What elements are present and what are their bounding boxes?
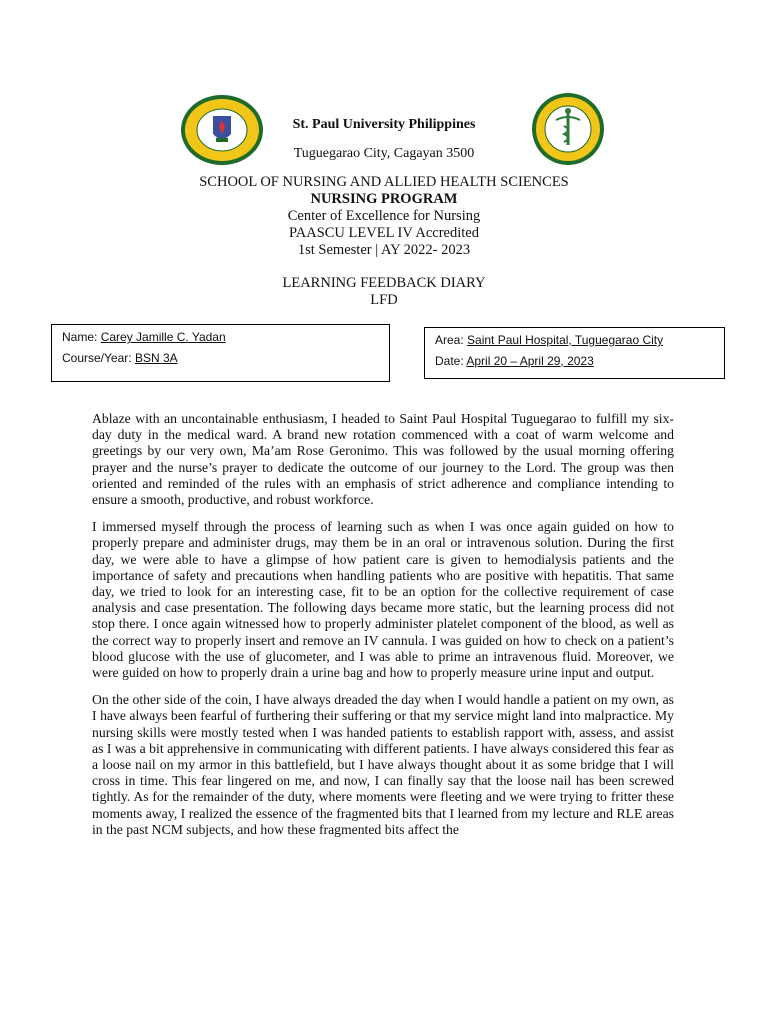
name-row bbox=[62, 327, 379, 348]
date-row bbox=[435, 351, 714, 372]
paragraph: On the other side of the coin, I have always dreaded the day when I would handle a patient on my own, as I have always been fearful of furthering their suffering or that my service might land into malpractice. My nursing skills were mostly tested when I was handed patients to establish rapport with, assess, and assist as I was a bit apprehensive in communicating with different patients. I have always considered this fear as a loose nail on my armor in this battlefield, but I have always thought about it as some bridge that I will cross in time. This fear lingered on me, and now, I can finally say that the loose nail has been screwed tightly. As for the remainder of the duty, where moments were fleeting and we were trying to fritter these moments away, I realized the essence of the fragmented bits that I learned from my lecture and RLE areas in the past NCM subjects, and how these fragmented bits affect the bbox=[92, 692, 674, 837]
course-label: Course/Year: bbox=[62, 351, 132, 365]
semester-line: 1st Semester | AY 2022- 2023 bbox=[297, 242, 471, 258]
university-city: Tuguegarao City, Cagayan 3500 bbox=[293, 146, 475, 161]
diary-abbr: LFD bbox=[370, 292, 398, 308]
area-row bbox=[435, 330, 714, 351]
paragraph: Ablaze with an uncontainable enthusiasm, I headed to Saint Paul Hospital Tuguegarao to fulfill my six-day duty in the medical ward. A brand new rotation commenced with a coat of warm welcome and greetings by our very own, Ma’am Rose Geronimo. This was followed by the usual morning offering prayer and the nurse’s prayer to dedicate the outcome of our journey to the Lord. The group was then oriented and reminded of the rules with an emphasis of strict adherence and compliance intending to ensure a smooth, productive, and robust workforce. bbox=[92, 411, 674, 508]
area-label: Area: bbox=[435, 333, 464, 347]
date-value: April 20 – April 29, 2023 bbox=[466, 354, 594, 368]
accreditation-line: PAASCU LEVEL IV Accredited bbox=[289, 225, 479, 241]
school-name: SCHOOL OF NURSING AND ALLIED HEALTH SCIENCES bbox=[199, 174, 569, 190]
date-label: Date: bbox=[435, 354, 464, 368]
paragraph: I immersed myself through the process of learning such as when I was once again guided on how to properly prepare and administer drugs, may them be in an oral or intravenous solution. During the first day, we were able to have a glimpse of how patient care is given to hemodialysis patients and the importance of safety and precautions when handling patients who are positive with hepatitis. That same day, we tried to look for an interesting case, fit to be an option for the collective requirement of case analysis and case presentation. The following days became more static, but the learning process did not stop there. I once again witnessed how to properly administer platelet component of the blood, as well as the correct way to properly insert and remove an IV cannula. I was guided on how to check on a patient’s blood glucose with the use of glucometer, and I was able to prime an intravenous fluid. Moreover, we were guided on how to properly drain a urine bag and how to properly measure urine input and output. bbox=[92, 519, 674, 681]
student-info-box bbox=[51, 324, 390, 382]
program-name: NURSING PROGRAM bbox=[310, 191, 458, 207]
course-value: BSN 3A bbox=[134, 351, 178, 365]
diary-body bbox=[92, 411, 674, 849]
excellence-line: Center of Excellence for Nursing bbox=[287, 208, 481, 224]
name-label: Name: bbox=[62, 330, 98, 344]
program-header bbox=[0, 174, 768, 259]
diary-heading bbox=[0, 275, 768, 309]
area-value: Saint Paul Hospital, Tuguegarao City bbox=[467, 333, 664, 347]
name-value: Carey Jamille C. Yadan bbox=[100, 330, 226, 344]
duty-info-box bbox=[424, 327, 725, 379]
university-name: St. Paul University Philippines bbox=[292, 117, 476, 132]
diary-title: LEARNING FEEDBACK DIARY bbox=[282, 275, 486, 291]
course-row bbox=[62, 348, 379, 369]
